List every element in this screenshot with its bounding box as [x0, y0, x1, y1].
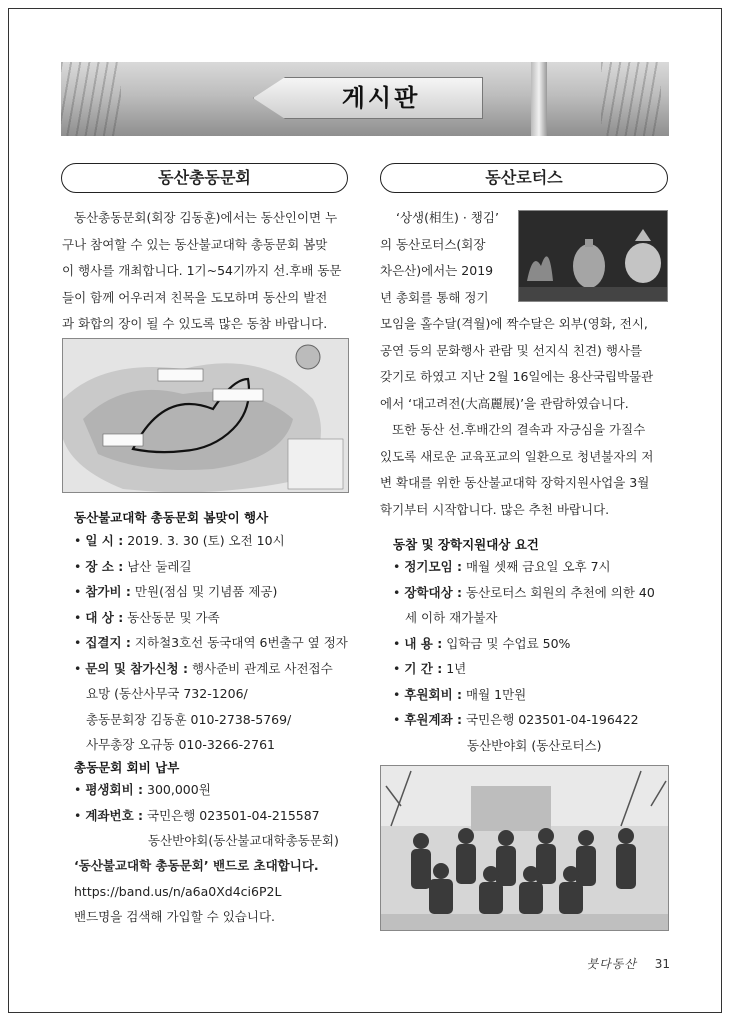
list-item: • 장 소 : 남산 둘레길 — [74, 558, 192, 574]
list-item: • 평생회비 : 300,000원 — [74, 782, 211, 797]
event-details-list: • 일 시 : 2019. 3. 30 (토) 오전 10시 • 장 소 : 남산 둘레길 • 참가비 : 만원(점심 및 기념품 제공) • 대 상 : 동산동문 및 가족 • 집결지 : 지하철3호선 동국대역 6번출구 옆 정자 • 문의 및 참가신청 : 행사준비 관계로 사전접수 요망 (동산사무국 732-1206/ 총동문회장 김동훈 010-2738-5769/ 사무총장 오규동 010-3266-2761 — [74, 528, 364, 758]
band-note: 밴드명을 검색해 가입할 수 있습니다. — [74, 909, 275, 924]
band-invite: ‘동산불교대학 총동문회’ 밴드로 초대합니다. — [74, 858, 319, 873]
list-item: • 기 간 : 1년 — [393, 661, 467, 676]
list-item: • 내 용 : 입학금 및 수업료 50% — [393, 635, 571, 651]
namsan-trail-map — [62, 338, 349, 493]
list-item: • 일 시 : 2019. 3. 30 (토) 오전 10시 — [74, 533, 285, 548]
section-title-left: 동산총동문회 — [61, 163, 348, 193]
band-url[interactable]: https://band.us/n/a6a0Xd4ci6P2L — [74, 883, 282, 899]
list-item: • 대 상 : 동산동문 및 가족 — [74, 609, 220, 625]
fee-list: • 평생회비 : 300,000원 • 계좌번호 : 국민은행 023501-04-215587 동산반야회(동산불교대학총동문회) — [74, 777, 364, 854]
list-item: • 후원회비 : 매월 1만원 — [393, 686, 527, 702]
list-item: • 계좌번호 : 국민은행 023501-04-215587 — [74, 807, 320, 823]
list-item: • 정기모임 : 매월 셋째 금요일 오후 7시 — [393, 559, 611, 574]
event-heading: 동산불교대학 총동문회 봄맞이 행사 — [74, 510, 269, 525]
requirements-list: • 정기모임 : 매월 셋째 금요일 오후 7시 • 장학대상 : 동산로터스 회원의 추천에 의한 40 세 이하 재가불자 • 내 용 : 입학금 및 수업료 50% • 기 간 : 1년 • 후원회비 : 매월 1만원 • 후원계좌 : 국민은행 023501-04-196422 동산반야회 (동산로터스) — [393, 554, 678, 758]
list-item: • 참가비 : 만원(점심 및 기념품 제공) — [74, 584, 278, 599]
museum-exhibit-photo — [518, 210, 668, 302]
section-title-right: 동산로터스 — [380, 163, 668, 193]
list-item: • 후원계좌 : 국민은행 023501-04-196422 — [393, 712, 639, 727]
footer-brand: 붓다동산 — [586, 957, 637, 971]
list-item: • 장학대상 : 동산로터스 회원의 추천에 의한 40 — [393, 584, 655, 600]
band-invite-block — [74, 853, 364, 930]
list-item: • 문의 및 참가신청 : 행사준비 관계로 사전접수 — [74, 660, 333, 676]
requirements-heading: 동참 및 장학지원대상 요건 — [393, 537, 539, 552]
list-item: • 집결지 : 지하철3호선 동국대역 6번출구 옆 정자 — [74, 635, 348, 650]
page-number: 31 — [654, 957, 670, 971]
right-intro-short: ‘상생(相生) · 챙김’ 의 동산로터스(회장 차은산)에서는 2019 년 총회를 통해 정기 — [380, 210, 499, 305]
signpost-pole — [531, 62, 547, 136]
page-footer — [587, 955, 670, 972]
page-title: 게시판 — [341, 84, 421, 112]
group-photo — [380, 765, 669, 931]
left-intro-paragraph: 동산총동문회(회장 김동훈)에서는 동산인이면 누 구나 참여할 수 있는 동산불교대학 총동문회 봄맞 이 행사를 개최합니다. 1기~54기까지 선.후배 동문 들이 함께 어우러져 친목을 도모하며 동산의 발전 과 화합의 장이 될 수 있도록 많은 동참 바랍니다. — [62, 210, 342, 331]
right-intro-paragraph: 모임을 홀수달(격월)에 짝수달은 외부(영화, 전시, 공연 등의 문화행사 관람 및 선지식 친견) 행사를 갖기로 하였고 지난 2월 16일에는 용산국립박물관 에서 ‘대고려전(大高麗展)’을 관람하였습니다. 또한 동산 선.후배간의 결속과 자긍심을 가질수 있도록 새로운 교육포교의 일환으로 청년불자의 저 변 확대를 위한 동산불교대학 장학지원사업을 3월 학기부터 시작합니다. 많은 추천 바랍니다. — [380, 316, 654, 517]
fee-heading: 총동문회 회비 납부 — [74, 760, 180, 775]
